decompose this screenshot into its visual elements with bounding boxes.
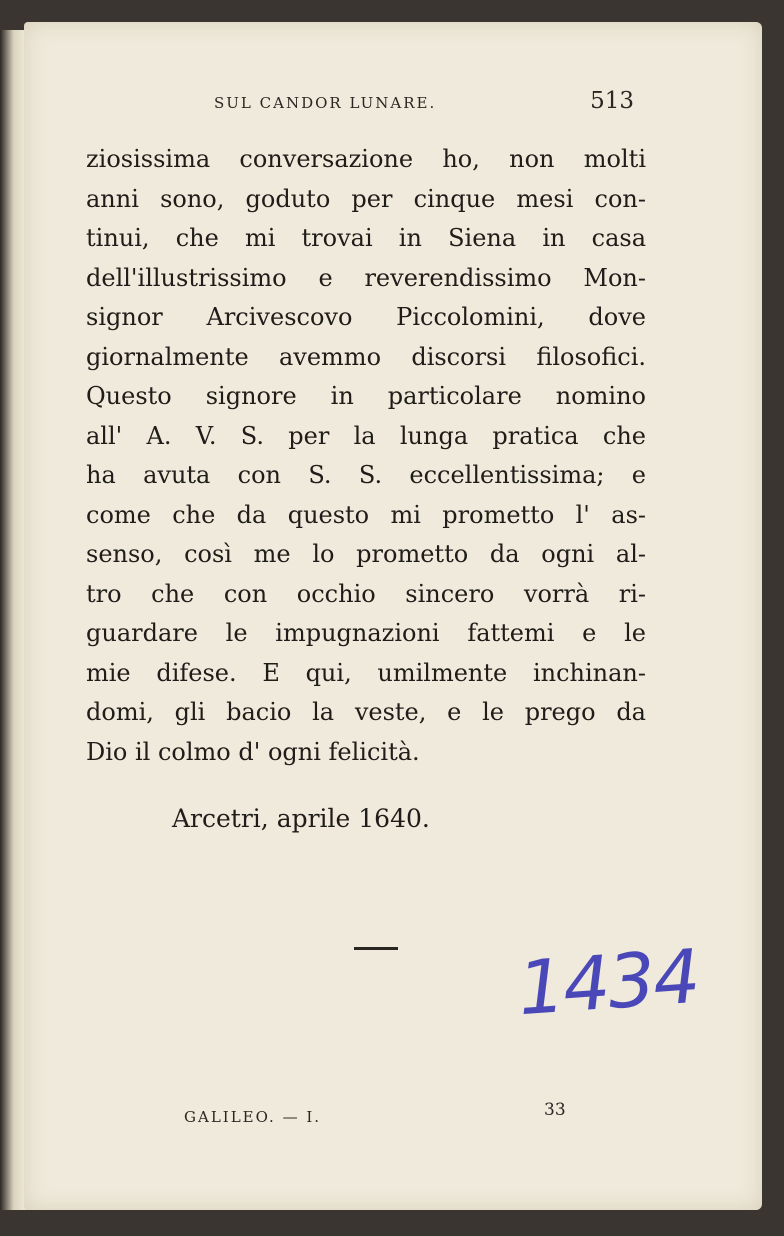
handwritten-number: 1434	[515, 933, 702, 1033]
text-line: guardare le impugnazioni fattemi e le	[86, 619, 646, 647]
running-head: SUL CANDOR LUNARE.	[214, 94, 437, 112]
text-line: tro che con occhio sincero vorrà ri-	[86, 579, 646, 608]
text-line: mie difese. E qui, umilmente inchinan-	[86, 658, 646, 687]
text-line: dell'illustrissimo e reverendissimo Mon-	[86, 263, 646, 292]
text-line: ziosissima conversazione ho, non molti	[86, 145, 646, 173]
text-line: all' A. V. S. per la lunga pratica che	[86, 421, 646, 450]
text-line: signor Arcivescovo Piccolomini, dove	[86, 303, 646, 331]
text-line: giornalmente avemmo discorsi filosofici.	[86, 342, 646, 371]
page-number: 513	[590, 88, 634, 114]
text-line: ha avuta con S. S. eccellentissima; e	[86, 461, 646, 489]
page-header	[214, 88, 634, 118]
signature-number: 33	[544, 1100, 566, 1120]
text-line: Dio il colmo d' ogni felicità.	[86, 737, 420, 766]
text-line: domi, gli bacio la veste, e le prego da	[86, 698, 646, 726]
text-line: Questo signore in particolare nomino	[86, 382, 646, 410]
text-line: tinui, che mi trovai in Siena in casa	[86, 224, 646, 252]
text-line: anni sono, goduto per cinque mesi con-	[86, 184, 646, 213]
book-page	[24, 22, 762, 1210]
text-line: senso, così me lo prometto da ogni al-	[86, 540, 646, 568]
signature-mark: GALILEO. — I.	[184, 1108, 322, 1126]
signoff: Arcetri, aprile 1640.	[172, 804, 430, 833]
text-line: come che da questo mi prometto l' as-	[86, 500, 646, 529]
section-rule	[354, 947, 398, 950]
body-text	[86, 140, 646, 772]
